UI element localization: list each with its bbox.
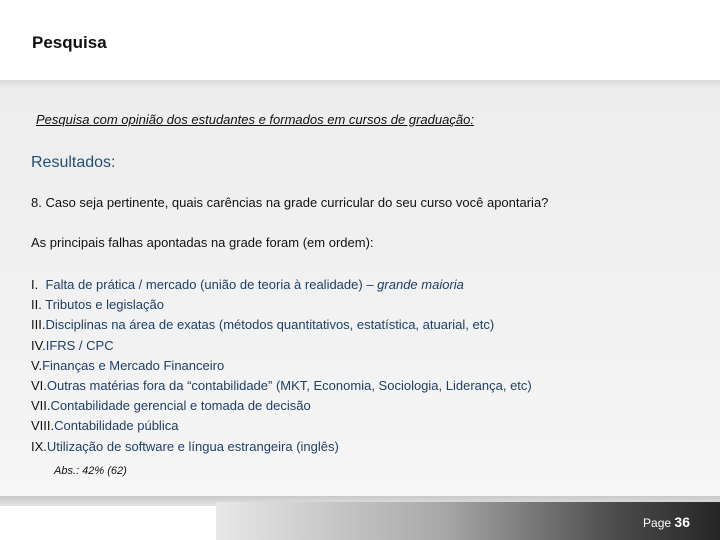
item-number: VI.: [31, 378, 47, 394]
list-item: [31, 376, 532, 396]
list-item: [31, 315, 532, 335]
item-number: V.: [31, 357, 43, 373]
list-item: [31, 275, 532, 295]
item-text: Tributos e legislação: [45, 297, 164, 313]
survey-question: 8. Caso seja pertinente, quais carências na grade curricular do seu curso você apontaria?: [31, 195, 549, 210]
page-title: Pesquisa: [32, 33, 107, 52]
page-indicator: [643, 514, 690, 530]
list-item: [31, 295, 532, 315]
item-number: IV.: [31, 337, 46, 353]
header-divider: [0, 80, 720, 88]
item-emphasis: grande maioria: [377, 277, 464, 292]
item-text: Outras matérias fora da “contabilidade” (MKT, Economia, Sociologia, Liderança, etc): [46, 378, 532, 394]
page-number: 36: [674, 514, 690, 530]
item-number: I.: [31, 277, 39, 292]
item-text: Falta de prática / mercado (união de teoria à realidade) –: [45, 277, 378, 292]
list-item: [31, 416, 532, 436]
results-heading: Resultados:: [31, 154, 116, 171]
sample-note: Abs.: 42% (62): [54, 465, 127, 477]
item-text: IFRS / CPC: [45, 337, 114, 353]
list-item: [31, 336, 532, 356]
list-item: [31, 396, 532, 416]
item-number: VIII.: [31, 418, 55, 434]
page-label: Page: [643, 516, 672, 530]
item-number: VII.: [31, 398, 51, 414]
item-text: Utilização de software e língua estrangeira (inglês): [46, 438, 339, 454]
header: [0, 0, 720, 80]
list-item: [31, 356, 532, 376]
answers-intro: As principais falhas apontadas na grade foram (em ordem):: [31, 235, 374, 250]
item-text: Finanças e Mercado Financeiro: [42, 357, 225, 373]
item-text: Disciplinas na área de exatas (métodos quantitativos, estatística, atuarial, etc): [45, 317, 495, 333]
list-item: [31, 437, 532, 457]
footer-left-panel: [0, 506, 216, 540]
item-text: Contabilidade gerencial e tomada de decisão: [50, 398, 311, 414]
survey-subtitle: Pesquisa com opinião dos estudantes e formados em cursos de graduação:: [36, 112, 474, 127]
answers-list: [31, 275, 532, 457]
item-number: II.: [31, 297, 42, 313]
item-number: IX.: [31, 438, 47, 454]
item-number: III.: [31, 317, 46, 333]
item-text: Contabilidade pública: [54, 418, 179, 434]
